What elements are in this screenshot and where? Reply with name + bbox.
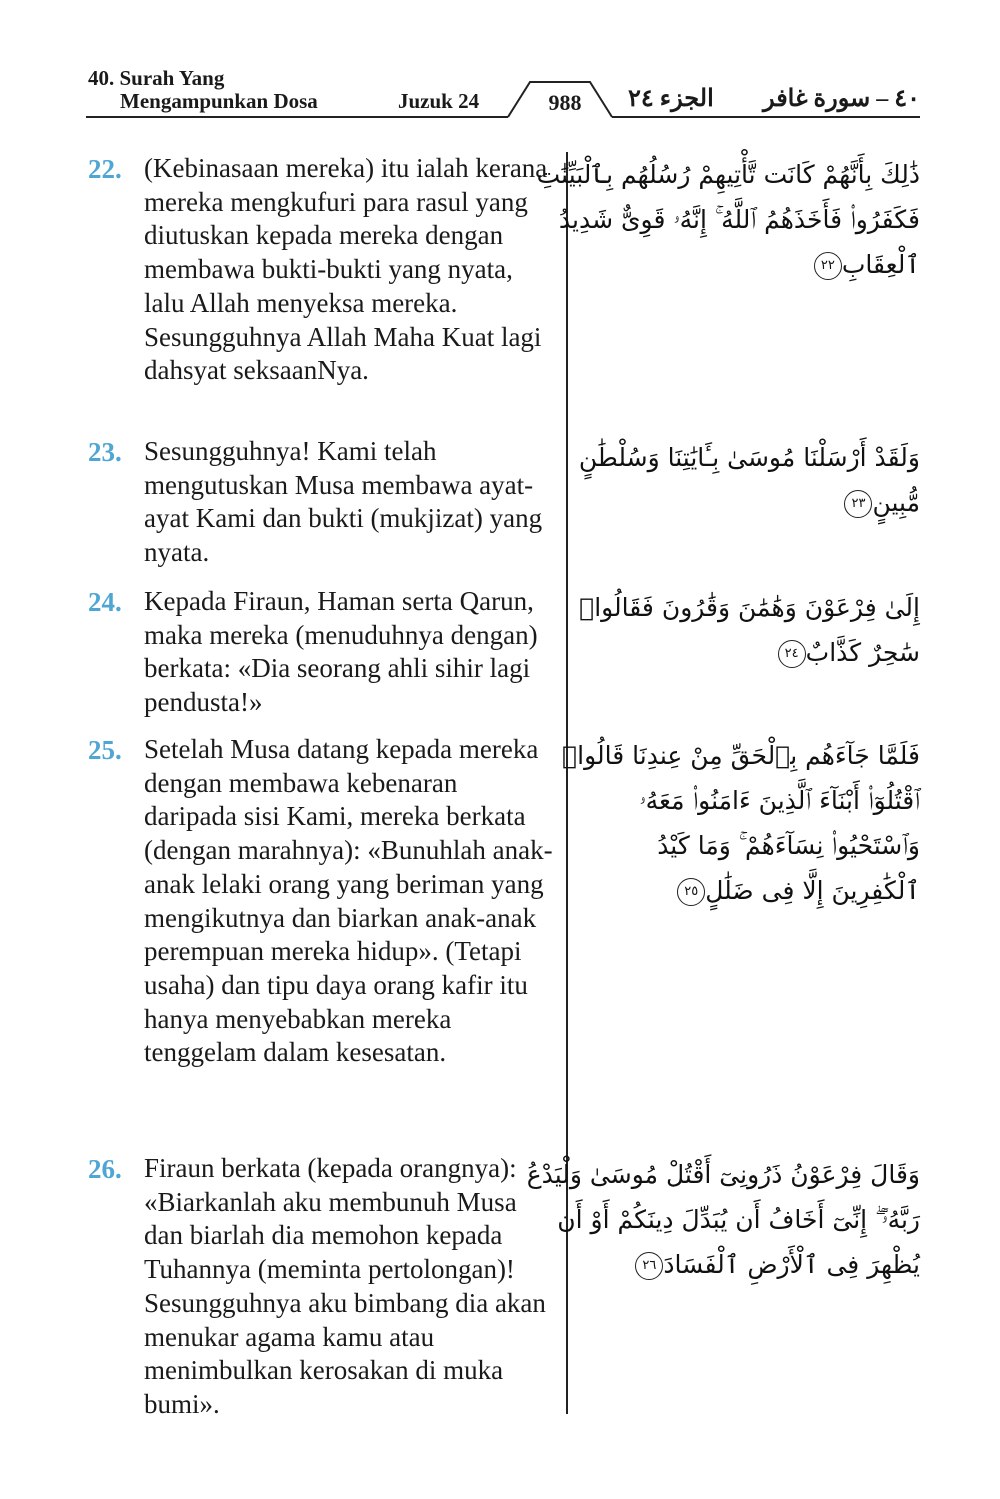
ayah-end-marker: ٢٥ [677,878,705,906]
verse-number: 22. [88,154,122,184]
verse-arabic [536,152,920,287]
arabic-line-text: مُّبِينٍ [872,488,920,517]
verse-number: 23. [88,437,122,467]
arabic-line: فَكَفَرُوا۟ فَأَخَذَهُمُ ٱللَّهُ ۚ إِنَّهُۥ قَوِىٌّ شَدِيدُ [558,205,920,234]
page-number: 988 [548,90,582,115]
arabic-line: فَلَمَّا جَآءَهُم بِٱلْحَقِّ مِنْ عِندِنَا قَالُوا۟ [562,741,920,770]
juz-arabic-label: الجزء ٢٤ [628,86,714,112]
arabic-line: إِلَىٰ فِرْعَوْنَ وَهَٰمَٰنَ وَقَٰرُونَ فَقَالُوا۟ [579,593,920,622]
arabic-line: ٱقْتُلُوٓا۟ أَبْنَآءَ ٱلَّذِينَ ءَامَنُوا۟ مَعَهُۥ [639,786,920,815]
surah-arabic-title: ٤٠ – سورة غافر [762,86,920,112]
arabic-line-text: يُظْهِرَ فِى ٱلْأَرْضِ ٱلْفَسَادَ [663,1250,920,1279]
arabic-line: وَٱسْتَحْيُوا۟ نِسَآءَهُمْ ۚ وَمَا كَيْدُ [657,831,920,860]
verse-arabic [526,1152,920,1287]
surah-title-line1: 40. Surah Yang [88,66,225,90]
ayah-end-marker: ٢٣ [844,490,872,518]
arabic-line-last [586,242,920,287]
arabic-line-last [586,480,920,525]
arabic-line: رَبَّهُۥٓ ۖ إِنِّىٓ أَخَافُ أَن يُبَدِّلَ دِينَكُمْ أَوْ أَن [557,1205,920,1234]
arabic-line-last [586,1242,920,1287]
verse-number: 25. [88,735,122,765]
verse-number: 24. [88,587,122,617]
arabic-line-text: ٱلْكَٰفِرِينَ إِلَّا فِى ضَلَٰلٍ [705,876,920,905]
ayah-end-marker: ٢٦ [635,1252,663,1280]
ayah-end-marker: ٢٤ [778,640,806,668]
arabic-line: ذَٰلِكَ بِأَنَّهُمْ كَانَت تَّأْتِيهِمْ رُسُلُهُم بِٱلْبَيِّنَٰتِ [536,160,920,189]
juzuk-label: Juzuk 24 [398,89,480,113]
arabic-line-last [586,630,920,675]
verse-translation: Sesungguhnya! Kami telah mengutuskan Musa membawa ayat-ayat Kami dan bukti (mukjizat) yang nyata. [144,436,543,568]
arabic-line: وَلَقَدْ أَرْسَلْنَا مُوسَىٰ بِـَٔايَٰتِنَا وَسُلْطَٰنٍ [578,443,920,472]
verse-number: 26. [88,1154,122,1184]
verse-arabic [562,733,920,913]
verse-translation: Setelah Musa datang kepada mereka dengan membawa kebenaran daripada sisi Kami, mereka berkata (dengan marahnya): «Bunuhlah anak-anak lelaki orang yang beriman yang mengikutnya dan biarkan anak-anak perempuan mereka hidup». (Tetapi usaha) dan tipu daya orang kafir itu hanya menyebabkan mereka tenggelam dalam kesesatan. [144,734,553,1068]
verse-translation: Firaun berkata (kepada orangnya): «Biarkanlah aku membunuh Musa dan biarlah dia memohon kepada Tuhannya (meminta pertolongan)! Sesungguhnya aku bimbang dia akan menukar agama kamu atau menimbulkan kerosakan di muka bumi». [144,1153,546,1419]
surah-title-line2: Mengampunkan Dosa [120,89,318,113]
verse-translation: (Kebinasaan mereka) itu ialah kerana mereka mengkufuri para rasul yang diutuskan kepada mereka dengan membawa bukti-bukti yang nyata, lalu Allah menyeksa mereka. Sesungguhnya Allah Maha Kuat lagi dahsyat seksaanNya. [144,153,548,386]
ayah-end-marker: ٢٢ [814,252,842,280]
arabic-line-text: سَٰحِرٌ كَذَّابٌ [805,638,920,667]
arabic-line-last [586,868,920,913]
verse-translation: Kepada Firaun, Haman serta Qarun, maka mereka (menuduhnya dengan) berkata: «Dia seorang ahli sihir lagi pendusta!» [144,586,538,718]
arabic-line-text: ٱلْعِقَابِ [841,250,920,279]
verse-arabic [578,435,920,525]
arabic-line: وَقَالَ فِرْعَوْنُ ذَرُونِىٓ أَقْتُلْ مُوسَىٰ وَلْيَدْعُ [526,1160,920,1189]
running-header [0,0,1000,130]
verse-arabic [579,585,920,675]
